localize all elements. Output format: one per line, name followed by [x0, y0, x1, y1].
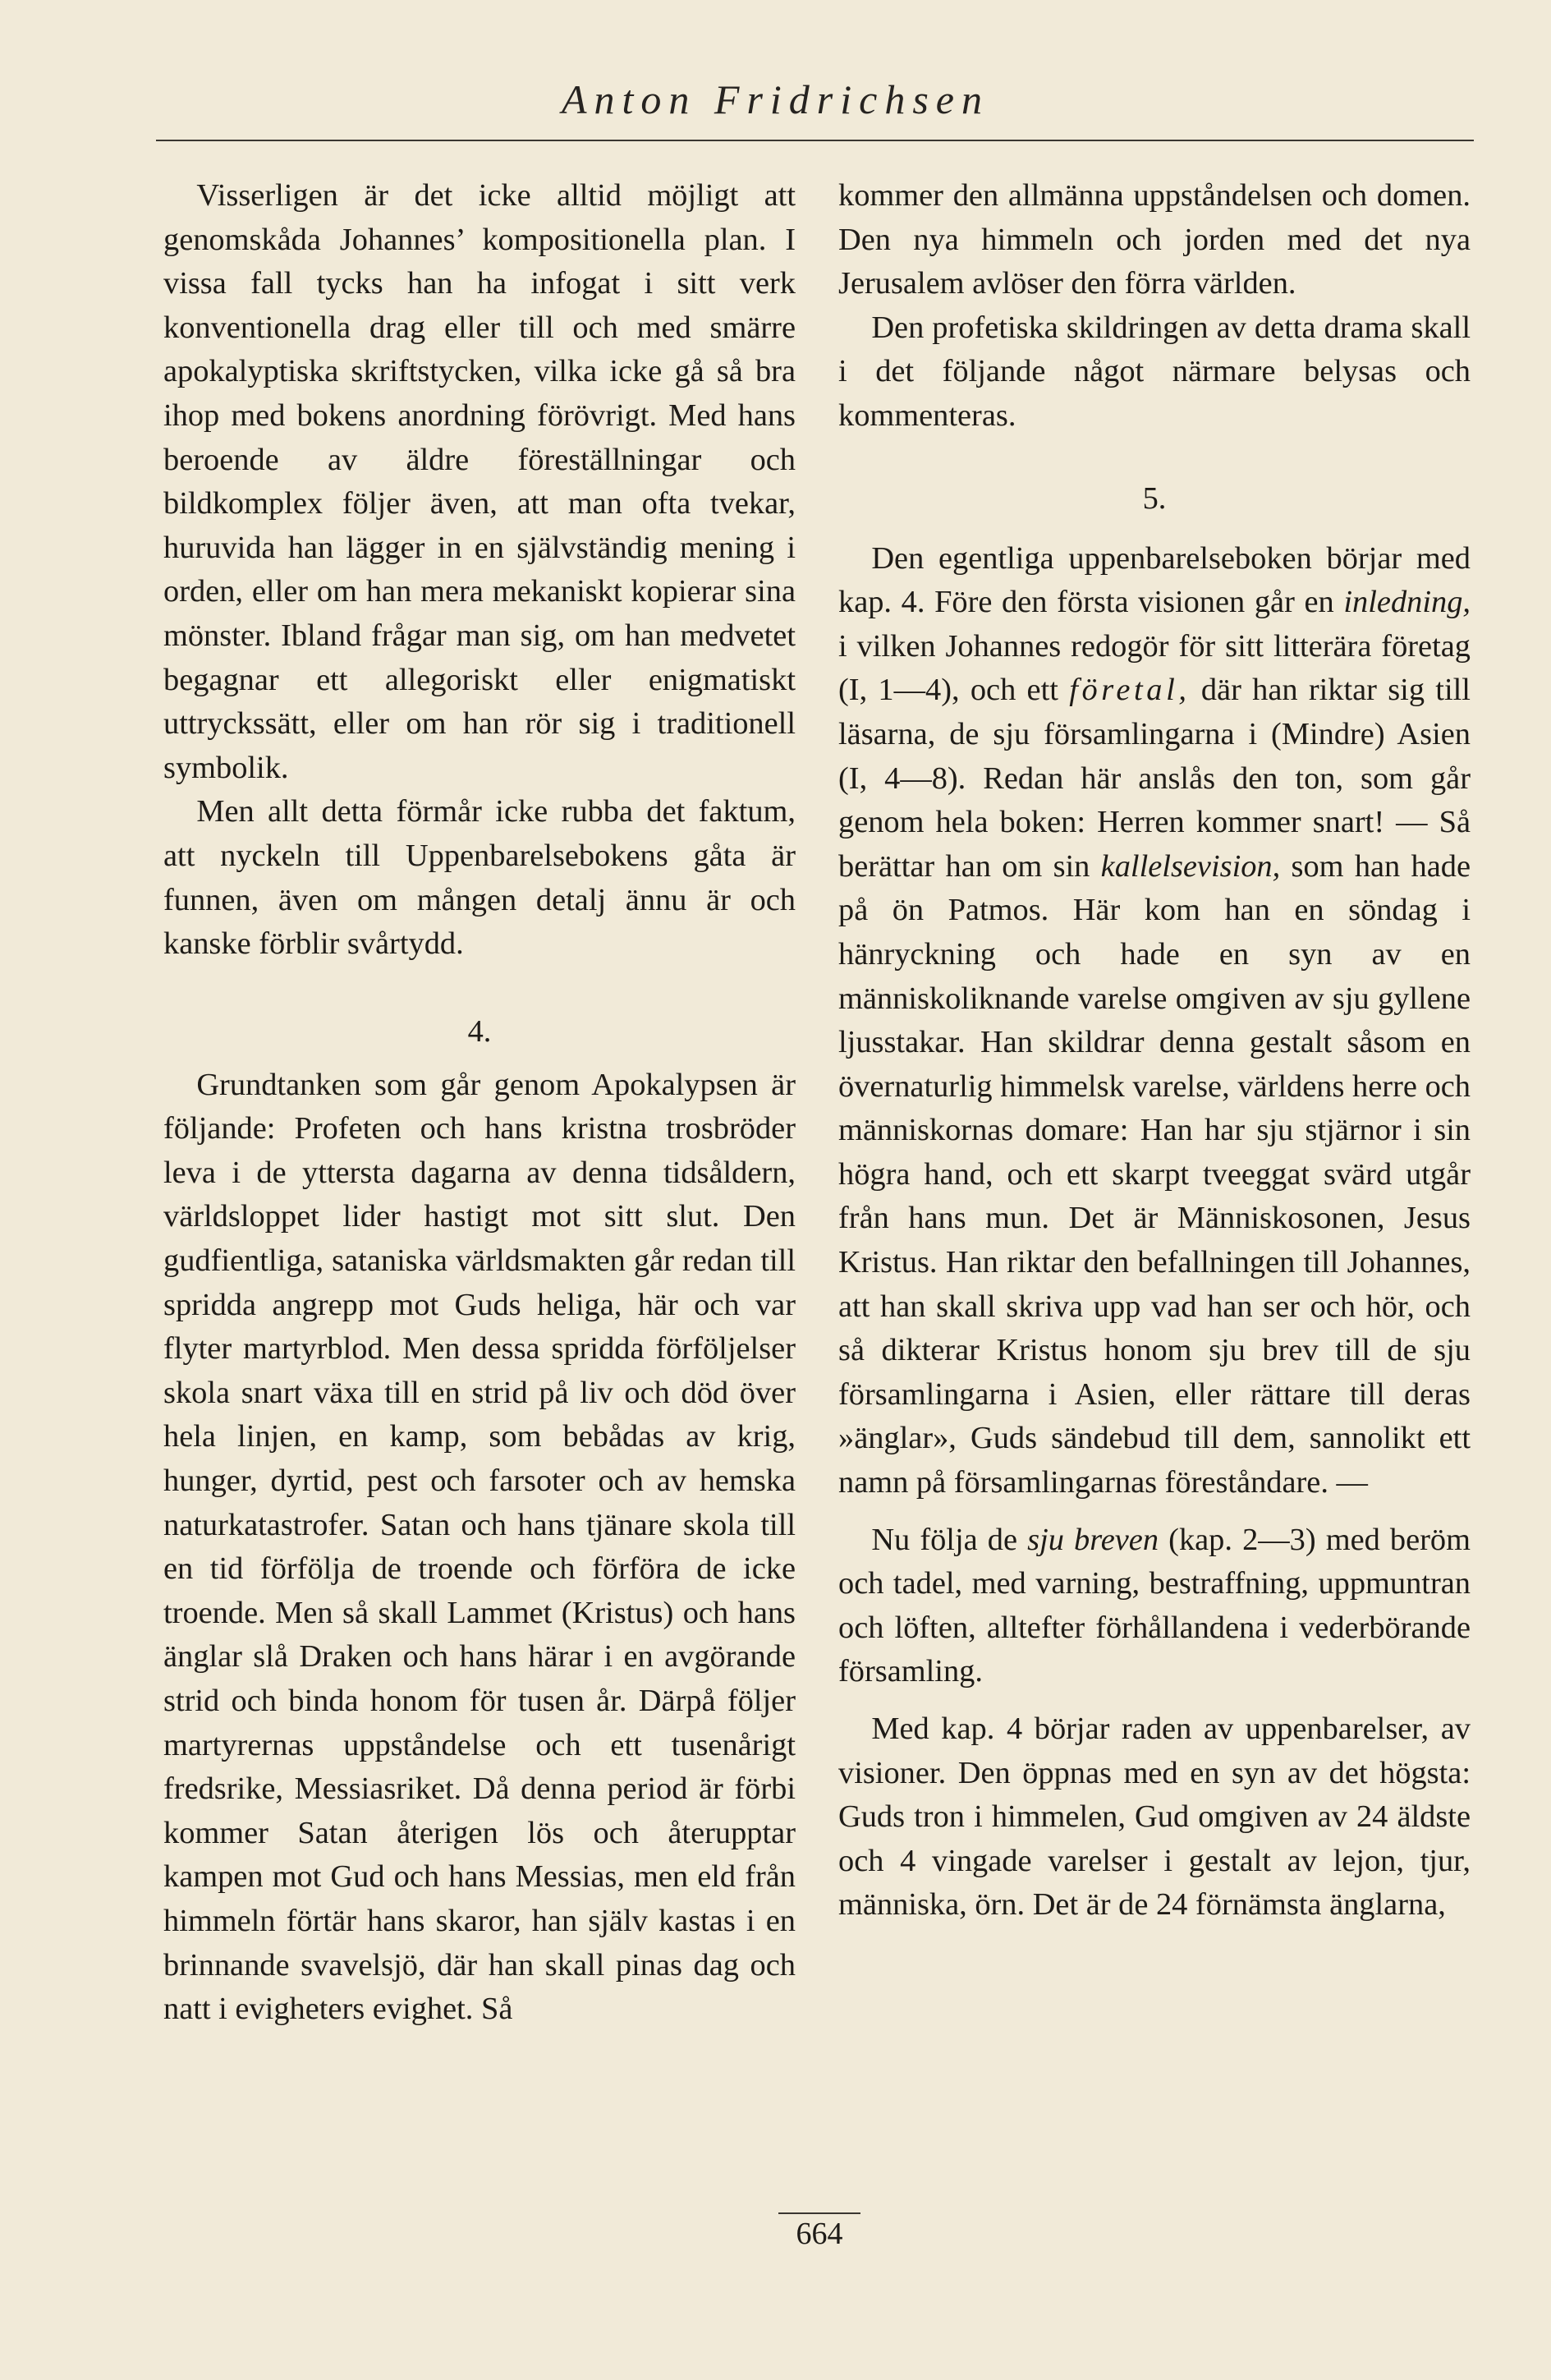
- right-column: [838, 174, 1471, 1927]
- emphasis-kallelsevision: kallelsevision,: [1100, 848, 1281, 884]
- text-run: Nu följa de: [871, 1522, 1018, 1557]
- page-number: 664: [778, 2212, 860, 2252]
- paragraph: [838, 537, 1471, 1505]
- emphasis-sju-breven: sju breven: [1027, 1522, 1159, 1557]
- paragraph: Med kap. 4 börjar raden av uppenbarelser, av visioner. Den öppnas med en syn av det högsta: Guds tron i himmelen, Gud omgiven av 24 äldste och 4 vingade varelser i gestalt av lejon, tjur, människa, örn. Det är de 24 förnämsta änglarna,: [838, 1711, 1471, 1923]
- emphasis-inledning: inledning,: [1343, 585, 1471, 620]
- paragraph: kommer den allmänna uppståndelsen och domen. Den nya himmeln och jorden med det nya Jerusalem avlöser den förra världen.: [838, 178, 1471, 301]
- paragraph: Den profetiska skildringen av detta drama skall i det följande något närmare belysas och kommenteras.: [838, 310, 1471, 433]
- paragraph: Visserligen är det icke alltid möjligt att genomskåda Johannes’ kompositionella plan. I vissa fall tycks han ha infogat i sitt verk konventionella drag eller till och med smärre apokalyptiska skriftstycken, vilka icke gå så bra ihop med bokens anordning förövrigt. Med hans beroende av äldre föreställningar och bildkomplex följer även, att man ofta tvekar, huruvida han lägger in en självständig mening i orden, eller om han mera mekaniskt kopierar sina mönster. Ibland frågar man sig, om han medvetet begagnar ett allegoriskt eller enigmatiskt uttryckssätt, eller om han rör sig i traditionell symbolik.: [163, 178, 796, 785]
- running-header: Anton Fridrichsen: [561, 76, 990, 122]
- header-rule: [156, 140, 1474, 141]
- paragraph: Men allt detta förmår icke rubba det faktum, att nyckeln till Uppenbarelsebokens gåta är funnen, även om mången detalj ännu är och kanske förblir svårtydd.: [163, 794, 796, 962]
- section-number: 4.: [467, 1013, 492, 1049]
- text-run: Den egentliga uppenbarelseboken börjar med kap. 4. Före den första visionen går en: [838, 540, 1471, 620]
- paragraph: Grundtanken som går genom Apokalypsen är följande: Profeten och hans kristna trosbröder leva i de yttersta dagarna av denna tidsåldern, världsloppet lider hastigt mot sitt slut. Den gudfientliga, sataniska världsmakten går redan till spridda angrepp mot Guds heliga, här och var flyter martyrblod. Men dessa spridda förföljelser skola snart växa till en strid på liv och död över hela linjen, en kamp, som bebådas av krig, hunger, dyrtid, pest och farsoter och av hemska naturkatastrofer. Satan och hans tjänare skola till en tid förfölja de troende och förföra de icke troende. Men så skall Lammet (Kristus) och hans änglar slå Draken och hans härar i en avgörande strid och binda honom för tusen år. Därpå följer martyrernas uppståndelse och ett tusenårigt fredsrike, Messiasriket. Då denna period är förbi kommer Satan återigen lös och återupptar kampen mot Gud och hans Messias, men eld från himmeln förtär hans skaror, han själv kastas i en brinnande svavelsjö, där han skall pinas dag och natt i evigheters evighet. Så: [163, 1067, 796, 2027]
- text-run: där han riktar sig till läsarna, de sju församlingarna i (Mindre) Asien (I, 4—8). Redan här anslås den ton, som går genom hela boken: Herren kommer snart! — Så berättar han om sin: [838, 673, 1471, 884]
- text-run: (kap. 2—3) med beröm och tadel, med varning, bestraffning, uppmuntran och löften, alltefter förhållandena i vederbörande församling.: [838, 1522, 1471, 1689]
- text-run: i vilken Johannes redogör för sitt litterära företag (I, 1—4), och ett: [838, 628, 1471, 708]
- section-number: 5.: [1142, 480, 1167, 516]
- paragraph: [838, 1519, 1471, 1694]
- emphasis-foretal: företal,: [1069, 673, 1191, 708]
- left-column: [163, 174, 796, 2032]
- text-run: som han hade på ön Patmos. Här kom han en söndag i hänryckning och hade en syn av en människoliknande varelse omgiven av sju gyllene ljusstakar. Han skildrar denna gestalt såsom en övernaturlig himmelsk varelse, världens herre och människornas domare: Han har sju stjärnor i sin högra hand, och ett skarpt tveeggat svärd utgår från hans mun. Det är Människosonen, Jesus Kristus. Han riktar den befallningen till Johannes, att han skall skriva upp vad han ser och hör, och så dikterar Kristus honom sju brev till de sju församlingarna i Asien, eller rättare till deras »änglar», Guds sändebud till dem, sannolikt ett namn på församlingarnas föreståndare. —: [838, 848, 1471, 1500]
